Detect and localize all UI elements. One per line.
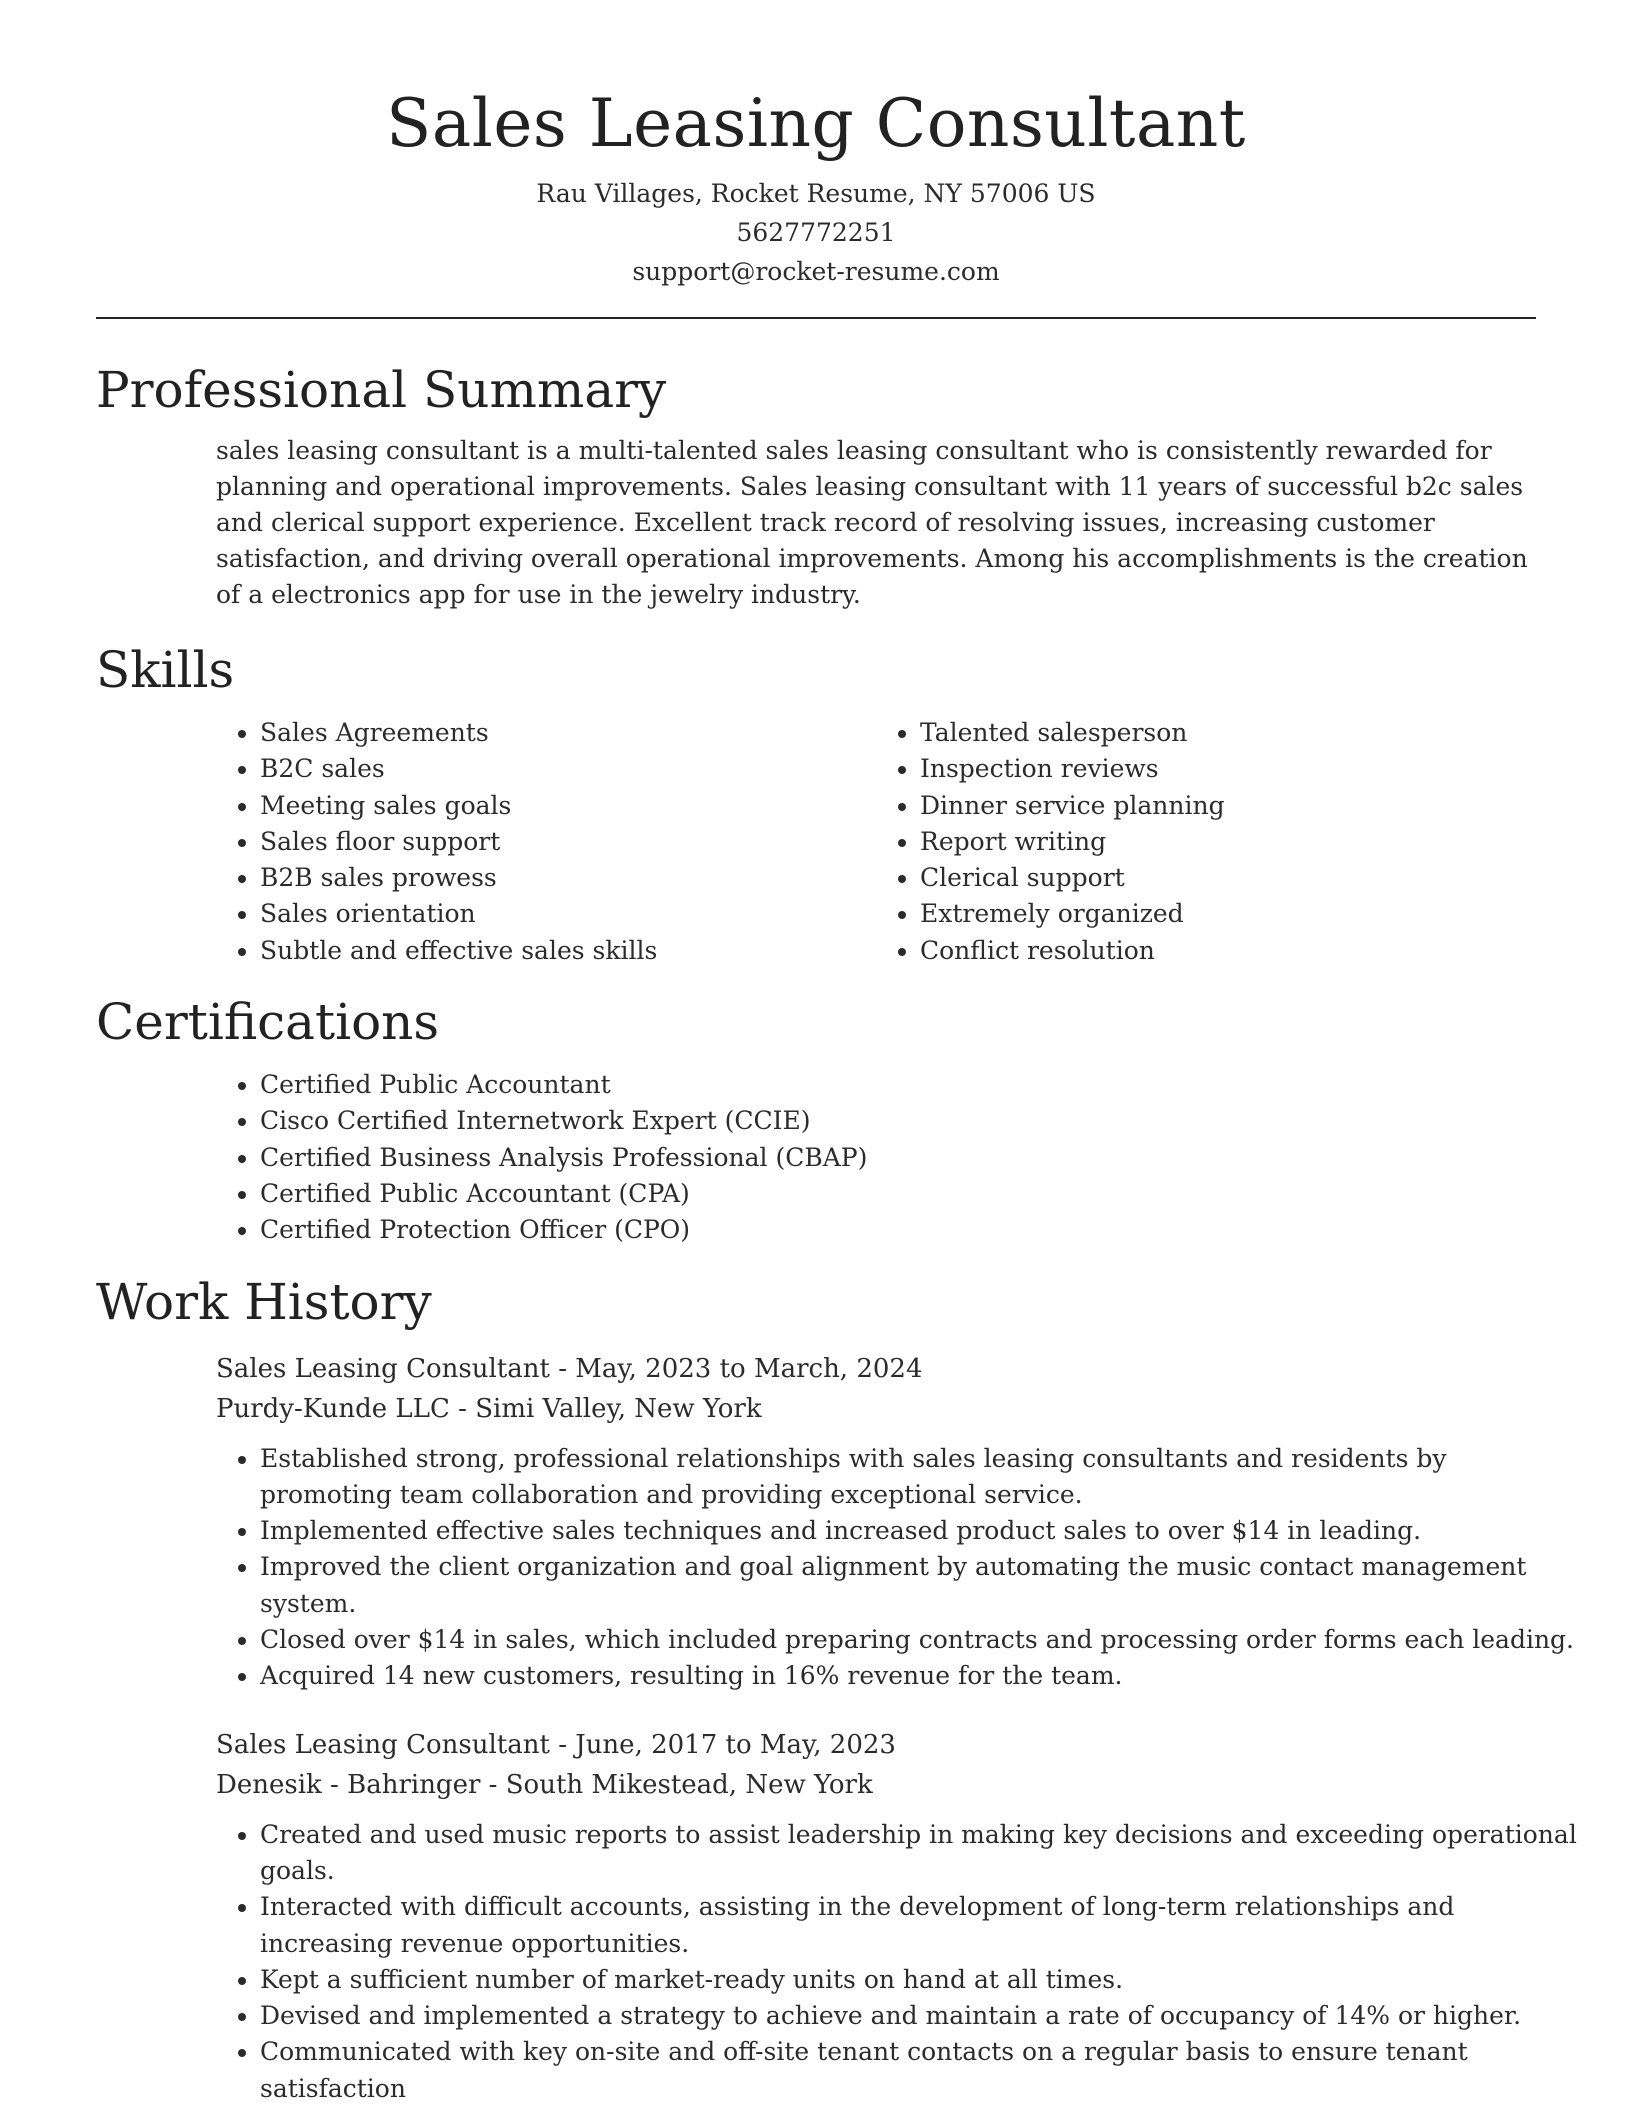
job-bullet: • Implemented effective sales techniques and increased product sales to over $14 in leading. xyxy=(260,1513,1580,1549)
skills-list-right xyxy=(876,715,1536,969)
job-bullet: • Established strong, professional relationships with sales leasing consultants and residents by promoting team collaboration and providing exceptional service. xyxy=(260,1441,1580,1514)
candidate-name: Sales Leasing Consultant xyxy=(386,85,1246,162)
job-entry xyxy=(216,1725,1577,2107)
job-bullet: • Acquired 14 new customers, resulting in 16% revenue for the team. xyxy=(260,1658,1580,1694)
job-bullets xyxy=(216,1441,1580,1695)
job-separator: - xyxy=(449,1393,476,1424)
skills-list-left xyxy=(216,715,876,969)
skill-item: • Clerical support xyxy=(920,860,1536,896)
job-company-line xyxy=(216,1389,1536,1429)
job-separator: - xyxy=(480,1769,506,1800)
skills-columns xyxy=(216,715,1536,969)
job-bullet: • Created and used music reports to assist leadership in making key decisions and exceeding operational goals. xyxy=(260,1817,1580,1890)
work-history-heading: Work History xyxy=(96,1272,432,1331)
summary-text: sales leasing consultant is a multi-talented sales leasing consultant who is consistently rewarded for planning and operational improvements. Sales leasing consultant with 11 years of successful b2c sales and clerical support experience. Excellent track record of resolving issues, increasing customer satisfaction, and driving overall operational improvements. Among his accomplishments is the creation of a electronics app for use in the jewelry industry. xyxy=(216,436,1528,609)
job-bullet: • Interacted with difficult accounts, assisting in the development of long-term relationships and increasing revenue opportunities. xyxy=(260,1889,1580,1962)
skill-item: • Sales floor support xyxy=(260,824,876,860)
job-dates: May, 2023 to March, 2024 xyxy=(575,1353,923,1384)
header-divider xyxy=(96,317,1536,319)
job-entry xyxy=(216,1349,1574,1695)
job-company-line xyxy=(216,1765,1536,1805)
skill-item: • Meeting sales goals xyxy=(260,788,876,824)
certification-item: • Certified Protection Officer (CPO) xyxy=(260,1212,1536,1248)
skill-item: • Report writing xyxy=(920,824,1536,860)
certifications-block xyxy=(216,1067,1536,1248)
job-bullet: • Devised and implemented a strategy to achieve and maintain a rate of occupancy of 14% or higher. xyxy=(260,1998,1580,2034)
job-separator: - xyxy=(549,1729,576,1760)
job-role: Sales Leasing Consultant xyxy=(216,1729,550,1760)
skill-item: • Subtle and effective sales skills xyxy=(260,933,876,969)
job-bullet: • Communicated with key on-site and off-site tenant contacts on a regular basis to ensure tenant satisfaction xyxy=(260,2034,1580,2107)
skill-item: • Talented salesperson xyxy=(920,715,1536,751)
resume-page xyxy=(96,0,1577,2107)
skill-item: • Sales orientation xyxy=(260,896,876,932)
skills-heading: Skills xyxy=(96,641,235,699)
skill-item: • Sales Agreements xyxy=(260,715,876,751)
certifications-list xyxy=(216,1067,1536,1248)
skill-item: • Conflict resolution xyxy=(920,933,1536,969)
job-bullet: • Closed over $14 in sales, which included preparing contracts and processing order forms each leading. xyxy=(260,1622,1580,1658)
job-bullets xyxy=(216,1817,1580,2107)
certification-item: • Certified Public Accountant xyxy=(260,1067,1536,1103)
contact-address: Rau Villages, Rocket Resume, NY 57006 US xyxy=(536,179,1096,208)
contact-phone: 5627772251 xyxy=(736,218,896,247)
skill-item: • Extremely organized xyxy=(920,896,1536,932)
job-role: Sales Leasing Consultant xyxy=(216,1353,550,1384)
skill-item: • B2C sales xyxy=(260,751,876,787)
skill-item: • Inspection reviews xyxy=(920,751,1536,787)
job-location: Simi Valley, New York xyxy=(475,1393,762,1424)
certification-item: • Cisco Certified Internetwork Expert (CCIE) xyxy=(260,1103,1536,1139)
contact-email: support@rocket-resume.com xyxy=(632,257,1000,286)
resume-header xyxy=(96,0,1536,291)
skill-item: • Dinner service planning xyxy=(920,788,1536,824)
job-company: Purdy-Kunde LLC xyxy=(216,1393,450,1424)
job-company: Denesik - Bahringer xyxy=(216,1769,481,1800)
skill-item: • B2B sales prowess xyxy=(260,860,876,896)
job-separator: - xyxy=(549,1353,576,1384)
job-dates: June, 2017 to May, 2023 xyxy=(575,1729,896,1760)
job-location: South Mikestead, New York xyxy=(505,1769,873,1800)
certification-item: • Certified Business Analysis Professional (CBAP) xyxy=(260,1140,1536,1176)
job-title-line xyxy=(216,1349,1536,1389)
job-bullet: • Improved the client organization and goal alignment by automating the music contact management system. xyxy=(260,1549,1580,1622)
job-title-line xyxy=(216,1725,1536,1765)
summary-heading: Professional Summary xyxy=(96,361,667,419)
job-bullet: • Kept a sufficient number of market-ready units on hand at all times. xyxy=(260,1962,1580,1998)
contact-block xyxy=(96,174,1536,291)
certifications-heading: Certifications xyxy=(96,993,440,1052)
certification-item: • Certified Public Accountant (CPA) xyxy=(260,1176,1536,1212)
